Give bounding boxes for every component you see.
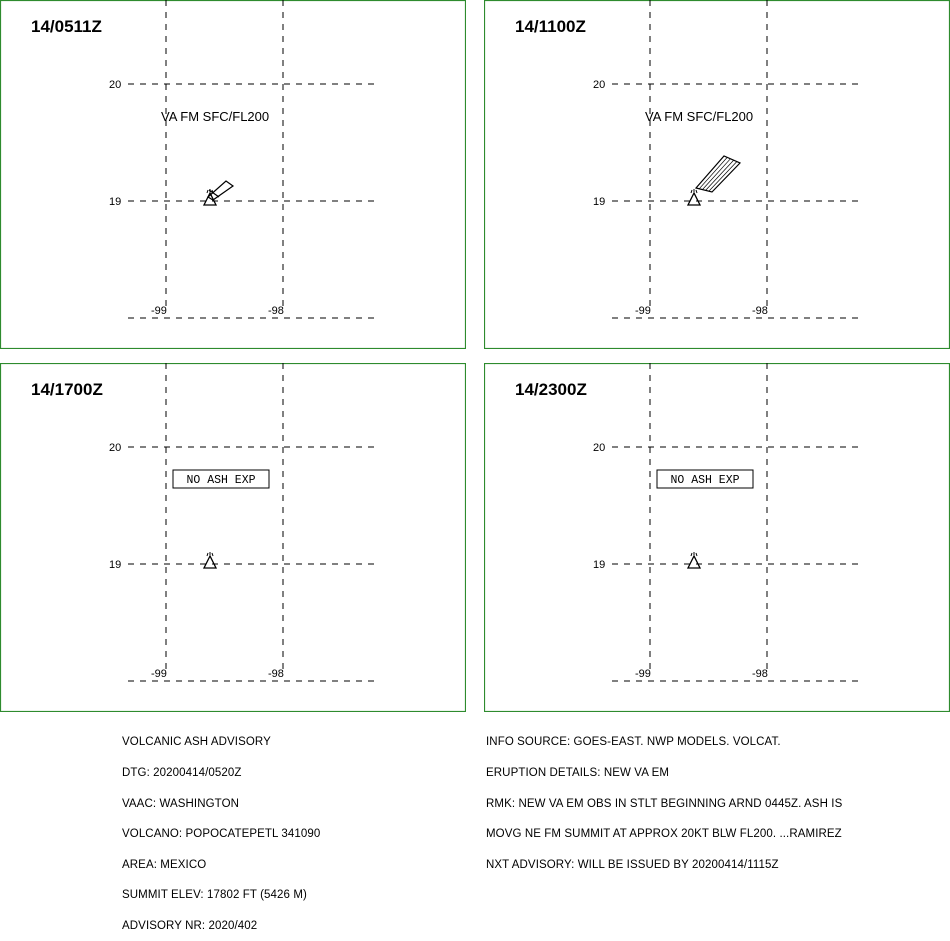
longitude-label: -99: [151, 305, 167, 317]
volcano-icon: [688, 552, 700, 568]
advisory-line: ADVISORY NR: 2020/402: [122, 919, 258, 932]
longitude-label: -98: [752, 305, 768, 317]
no-ash-label: NO ASH EXP: [670, 474, 740, 487]
advisory-line: VAAC: WASHINGTON: [122, 797, 240, 810]
map-panel-4: [484, 363, 950, 712]
advisory-info-right: [486, 717, 842, 880]
ash-cloud-hatch: [699, 157, 727, 188]
longitude-label: -99: [635, 305, 651, 317]
ash-extent-annotation: VA FM SFC/FL200: [161, 109, 270, 124]
map-canvas: [484, 363, 950, 712]
latitude-label: 20: [109, 442, 122, 454]
valid-time-label: 14/1100Z: [515, 17, 586, 36]
longitude-label: -99: [635, 668, 651, 680]
valid-time-label: 14/0511Z: [31, 17, 102, 36]
panel-border: [1, 364, 466, 712]
latitude-label: 19: [593, 559, 606, 571]
map-panel-1: [0, 0, 466, 349]
ash-cloud-hatch: [709, 162, 737, 192]
ash-extent-annotation: VA FM SFC/FL200: [645, 109, 754, 124]
latitude-label: 20: [109, 79, 122, 91]
longitude-label: -99: [151, 668, 167, 680]
map-panel-2: [484, 0, 950, 349]
advisory-info-left: [122, 717, 320, 941]
latitude-label: 19: [109, 196, 122, 208]
volcano-icon: [204, 552, 216, 568]
map-canvas: [0, 0, 466, 349]
map-panel-3: [0, 363, 466, 712]
latitude-label: 20: [593, 79, 606, 91]
latitude-label: 20: [593, 442, 606, 454]
advisory-line: AREA: MEXICO: [122, 858, 207, 871]
longitude-label: -98: [268, 668, 284, 680]
no-ash-label: NO ASH EXP: [186, 474, 256, 487]
panel-border: [485, 364, 950, 712]
panel-border: [1, 1, 466, 349]
advisory-line: ERUPTION DETAILS: NEW VA EM: [486, 767, 670, 779]
valid-time-label: 14/2300Z: [515, 380, 587, 399]
panel-border: [485, 1, 950, 349]
advisory-line: INFO SOURCE: GOES-EAST. NWP MODELS. VOLCAT.: [486, 736, 781, 749]
latitude-label: 19: [593, 196, 606, 208]
advisory-line: SUMMIT ELEV: 17802 FT (5426 M): [122, 889, 307, 902]
longitude-label: -98: [268, 305, 284, 317]
valid-time-label: 14/1700Z: [31, 380, 103, 399]
advisory-line: VOLCANO: POPOCATEPETL 341090: [122, 828, 321, 841]
advisory-line: VOLCANIC ASH ADVISORY: [122, 736, 271, 749]
ash-cloud-hatch: [706, 160, 734, 190]
longitude-label: -98: [752, 668, 768, 680]
advisory-line: DTG: 20200414/0520Z: [122, 767, 242, 779]
advisory-line: MOVG NE FM SUMMIT AT APPROX 20KT BLW FL200. ...RAMIREZ: [486, 828, 842, 841]
map-canvas: [484, 0, 950, 349]
volcano-icon: [688, 189, 700, 205]
ash-cloud-polygon: [696, 156, 740, 192]
advisory-line: NXT ADVISORY: WILL BE ISSUED BY 20200414/1115Z: [486, 858, 779, 871]
ash-cloud-hatch: [702, 159, 730, 190]
latitude-label: 19: [109, 559, 122, 571]
map-canvas: [0, 363, 466, 712]
advisory-line: RMK: NEW VA EM OBS IN STLT BEGINNING ARND 0445Z. ASH IS: [486, 797, 843, 810]
